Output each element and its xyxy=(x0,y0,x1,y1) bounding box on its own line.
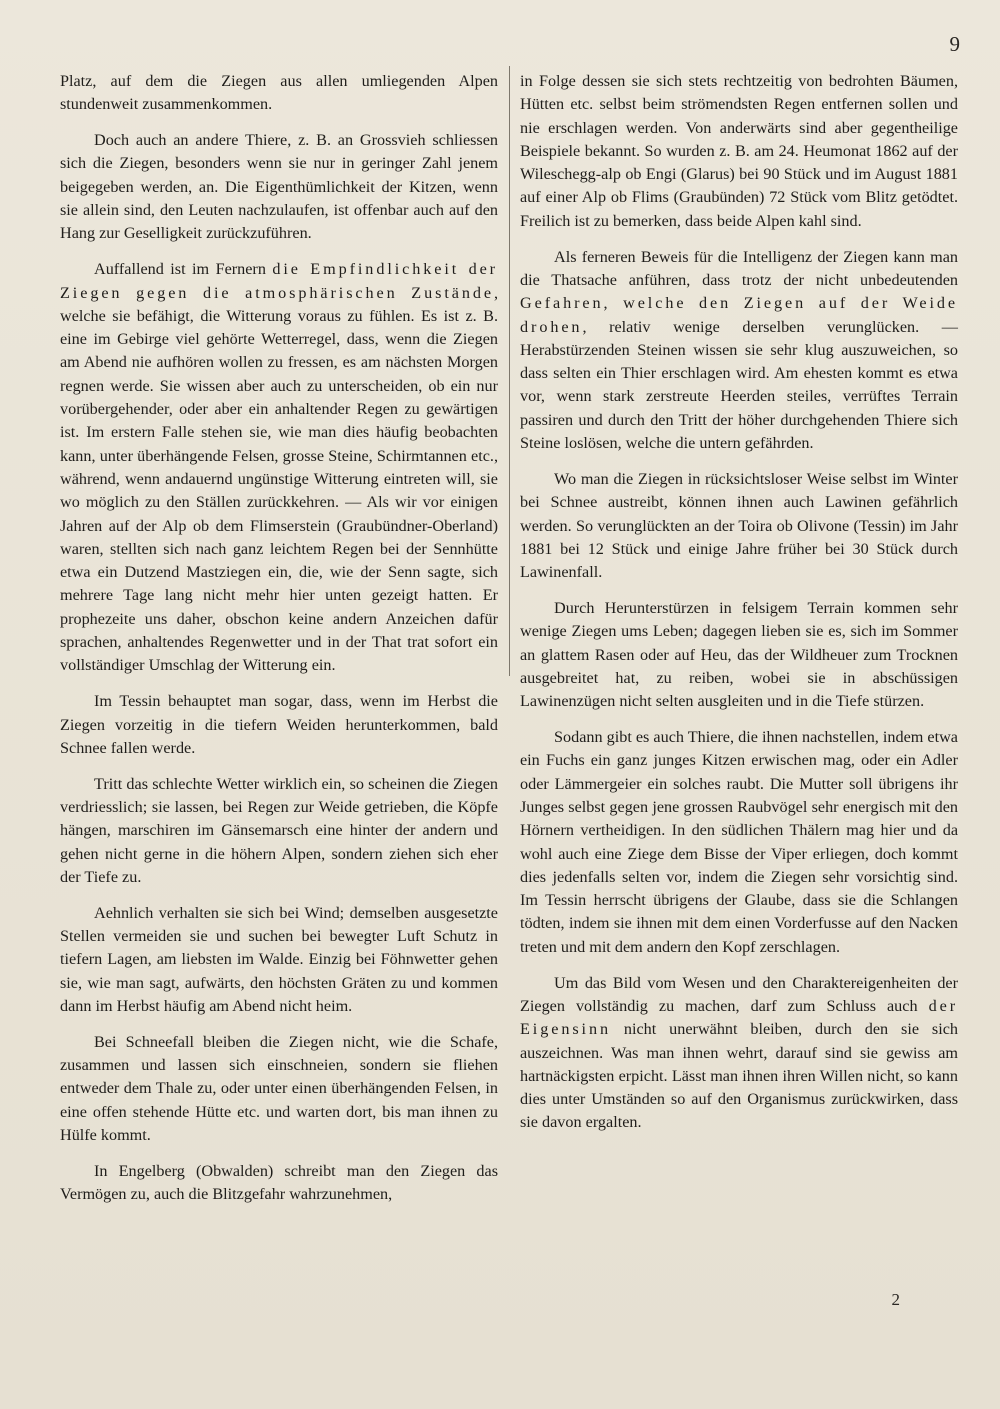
text-run: nicht unerwähnt bleiben, durch den sie sich auszeichnen. Was man ihnen wehrt, darauf sind sie gewiss am hartnäckigsten erpicht. Lässt man ihnen ihren Willen nicht, so kann dies unter Umständen so auf den Organismus zurückwirken, dass sie davon ergalten. xyxy=(520,1020,958,1132)
signature-mark: 2 xyxy=(891,1290,900,1309)
text-run: Um das Bild vom Wesen und den Charaktereigenheiten der Ziegen vollständig zu machen, darf zum Schluss auch xyxy=(520,973,958,1015)
paragraph: Bei Schneefall bleiben die Ziegen nicht, wie die Schafe, zusammen und lassen sich einschneien, sondern sie fliehen entweder dem Thale zu, oder unter einen überhängenden Felsen, in eine offen stehende Hütte etc. und warten dort, bis man ihnen zu Hülfe kommt. xyxy=(60,1032,498,1145)
right-column xyxy=(520,70,958,1147)
spaced-emphasis: der Eigensinn xyxy=(520,996,958,1039)
spaced-emphasis: Gefahren, welche den Ziegen auf der Weide drohen xyxy=(520,294,958,336)
paragraph: Doch auch an andere Thiere, z. B. an Grossvieh schliessen sich die Ziegen, besonders wenn sie nur in geringer Zahl jenem beigegeben werden, an. Die Eigenthümlichkeit der Kitzen, wenn sie allein sind, den Leuten nachzulaufen, ist offenbar auch auf den Hang zur Geselligkeit zurückzuführen. xyxy=(60,131,498,243)
paragraph: Im Tessin behauptet man sogar, dass, wenn im Herbst die Ziegen vorzeitig in die tiefern Weiden herunterkommen, bald Schnee fallen werde. xyxy=(60,692,498,757)
paragraph: Sodann gibt es auch Thiere, die ihnen nachstellen, indem etwa ein Fuchs ein ganz junges Kitzen erwischen mag, oder ein Adler oder Lämmergeier ein solches raubt. Die Mutter soll übrigens ihr Junges selbst gegen jene grossen Raubvögel sehr energisch mit den Hörnern vertheidigen. In den südlichen Thälern mag hier und da wohl auch eine Ziege dem Bisse der Viper erliegen, doch kommt dies jedenfalls selten vor, indem die Ziegen sehr vorsichtig sind. Im Tessin herrscht übrigens der Glaube, dass sie die Schlangen tödten, indem sie ihnen mit dem einen Vorderfusse auf den Nacken treten und mit dem andern den Kopf zerschlagen. xyxy=(520,728,958,956)
text-run: Als ferneren Beweis für die Intelligenz der Ziegen kann man die Thatsache anführen, dass trotz der nicht unbedeutenden xyxy=(520,247,958,289)
paragraph: In Engelberg (Obwalden) schreibt man den Ziegen das Vermögen zu, auch die Blitzgefahr wahrzunehmen, xyxy=(60,1161,498,1204)
left-column xyxy=(60,70,498,1219)
text-run: , welche sie befähigt, die Witterung voraus zu fühlen. Es ist z. B. eine im Gebirge viel gehörte Wetterregel, dass, wenn die Ziegen am Abend nie aufhören wollen zu fressen, es am nächsten Morgen regnen werde. Sie wissen aber auch zu unterscheiden, ob ein nur vorübergehender, oder aber ein anhaltender Regen zu gewärtigen ist. Im erstern Falle stehen sie, wie man dies häufig beobachten kann, unter überhängende Felsen, grosse Steine, Schirmtannen etc., während, wenn andauernd ungünstige Witterung eintreten will, sie wo möglich zu den Ställen zurückkehren. — Als wir vor einigen Jahren auf der Alp ob dem Flimserstein (Graubündner-Oberland) waren, stellten sich nach ganz leichtem Regen bei der Sennhütte etwa ein Dutzend Mastziegen ein, die, wie der Senn sagte, sich mehrere Tage lang nicht mehr hier unten gezeigt hatten. Er prophezeite uns daher, obschon keine andern Anzeichen dafür sprachen, anhaltendes Regenwetter und in der That trat sofort ein vollständiger Umschlag der Witterung ein. xyxy=(60,283,498,675)
page-number: 9 xyxy=(949,32,960,56)
paragraph: Wo man die Ziegen in rücksichtsloser Weise selbst im Winter bei Schnee austreibt, können ihnen auch Lawinen gefährlich werden. So verunglückten an der Toira ob Olivone (Tessin) im Jahr 1881 bei 12 Stück und einige Jahre früher bei 30 Stück durch Lawinenfall. xyxy=(520,469,958,582)
paragraph xyxy=(520,246,958,456)
paragraph: Aehnlich verhalten sie sich bei Wind; demselben ausgesetzte Stellen vermeiden sie und suchen bei bewegter Luft Schutz in tiefern Lagen, am liebsten im Walde. Einzig bei Föhnwetter gehen sie, wie man sagt, aufwärts, den höchsten Gräten zu und kommen dann im Herbst häufig am Abend nicht heim. xyxy=(60,903,498,1015)
paragraph: Platz, auf dem die Ziegen aus allen umliegenden Alpen stundenweit zusammenkommen. xyxy=(60,72,498,114)
text-run: , relativ wenige derselben verunglücken. — Herabstürzenden Steinen wissen sie sehr klug auszuweichen, so dass selten ein Thier erschlagen wird. Am ehesten kommt es etwa vor, wenn stark zerstreute Heerden steiles, verrüftes Terrain passiren und durch den Tritt der höher durchgehenden Thiere sich Steine loslösen, welche die untern gefährden. xyxy=(520,317,958,453)
column-divider xyxy=(509,66,510,676)
paragraph: in Folge dessen sie sich stets rechtzeitig von bedrohten Bäumen, Hütten etc. selbst beim strömendsten Regen entfernen sollen und nie erschlagen werden. Von anderwärts sind aber gegentheilige Beispiele bekannt. So wurden z. B. am 24. Heumonat 1862 auf der Wileschegg-alp ob Engi (Glarus) bei 90 Stück und im August 1881 auf einer Alp ob Flims (Graubünden) 72 Stück vom Blitz getödtet. Freilich ist zu bemerken, dass beide Alpen kahl sind. xyxy=(520,72,958,230)
spaced-emphasis: die Empfindlichkeit der Ziegen gegen die atmosphärischen Zustände xyxy=(60,260,498,302)
paragraph xyxy=(60,258,498,677)
text-run: Auffallend ist im Fernern xyxy=(94,260,273,279)
paragraph xyxy=(520,972,958,1135)
paragraph: Tritt das schlechte Wetter wirklich ein, so scheinen die Ziegen verdriesslich; sie lassen, bei Regen zur Weide getrieben, die Köpfe hängen, marschiren im Gänsemarsch eine hinter der andern und gehen nicht gerne in die höhern Alpen, sondern ziehen sich eher der Tiefe zu. xyxy=(60,774,498,886)
paragraph: Durch Herunterstürzen in felsigem Terrain kommen sehr wenige Ziegen ums Leben; dagegen lieben sie es, sich im Sommer an glattem Rasen oder auf Heu, das der Wildheuer zum Trocknen ausgebreitet hat, zu reiben, wobei sie in abschüssigen Lawinenzügen nicht selten ausgleiten und in die Tiefe stürzen. xyxy=(520,599,958,711)
